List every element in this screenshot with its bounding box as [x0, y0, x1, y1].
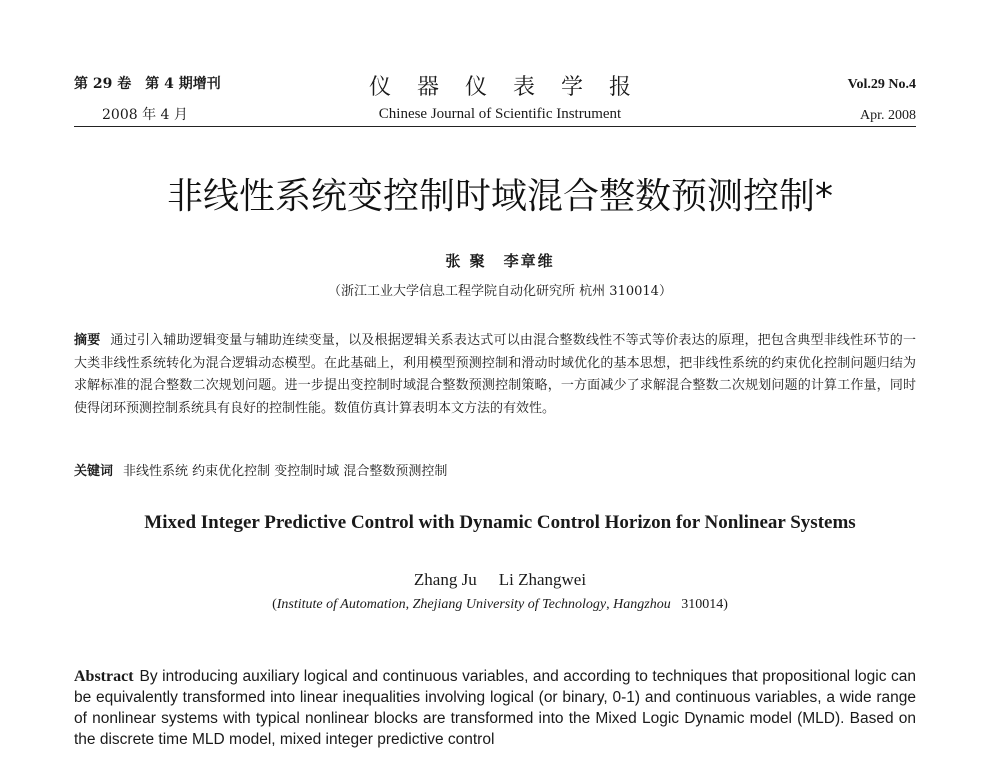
date-en: Apr. 2008 [860, 108, 916, 123]
abstract-en-label: Abstract [74, 668, 134, 685]
keywords-cn-text: 非线性系统 约束优化控制 变控制时域 混合整数预测控制 [123, 464, 448, 479]
abstract-cn [74, 330, 916, 420]
volume-en: Vol.29 No.4 [847, 77, 916, 92]
author-1-en: Zhang Ju [413, 570, 477, 589]
affiliation-postcode: 310014 [681, 597, 724, 612]
abstract-en-text: By introducing auxiliary logical and continuous variables, and according to techniques that propositional logic can be equivalently transformed into linear inequalities involving logical (or binary, 0-1) and continuous variables, a wide range of nonlinear systems with typical nonlinear blocks are transformed into the Mixed Logic Dynamic model (MLD). Based on the discrete time MLD model, mixed integer predictive control [74, 668, 916, 748]
header-rule [74, 126, 916, 127]
authors-cn: 张 聚 李章维 [445, 252, 555, 270]
abstract-cn-text: 通过引入辅助逻辑变量与辅助连续变量，以及根据逻辑关系表达式可以由混合整数线性不等式等价表达的原理，把包含典型非线性环节的一大类非线性系统转化为混合逻辑动态模型。在此基础上，利用模型预测控制和滑动时域优化的基本思想，把非线性系统的约束优化控制问题归结为求解标准的混合整数二次规划问题。进一步提出变控制时域混合整数预测控制策略，一方面减少了求解混合整数二次规划问题的计算工作量，同时使得闭环预测控制系统具有良好的控制性能。数值仿真计算表明本文方法的有效性。 [74, 333, 916, 416]
affiliation-institute: Institute of Automation [276, 597, 406, 612]
keywords-cn [74, 460, 916, 479]
affiliation-city: Hangzhou [613, 597, 671, 612]
paper-title-cn: 非线性系统变控制时域混合整数预测控制* [166, 176, 833, 217]
keywords-cn-label: 关键词 [74, 464, 114, 479]
author-2-en: Li Zhangwei [498, 570, 587, 589]
journal-name-cn: 仪器仪表学报 [368, 75, 657, 100]
paper-title-en: Mixed Integer Predictive Control with Dynamic Control Horizon for Nonlinear Systems [144, 512, 856, 533]
affiliation-en: (Institute of Automation, Zhejiang University of Technology, Hangzhou 310014) [272, 597, 728, 612]
journal-name-en: Chinese Journal of Scientific Instrument [378, 106, 622, 122]
volume-issue-cn: 第 29 卷 第 4 期增刊 [74, 76, 221, 92]
affiliation-cn: （浙江工业大学信息工程学院自动化研究所 杭州 310014） [328, 284, 672, 299]
affiliation-university: Zhejiang University of Technology [412, 597, 607, 612]
date-cn: 2008 年 4 月 [102, 107, 188, 123]
authors-en [0, 570, 1000, 590]
abstract-en [74, 666, 916, 750]
abstract-cn-label: 摘要 [74, 333, 101, 348]
